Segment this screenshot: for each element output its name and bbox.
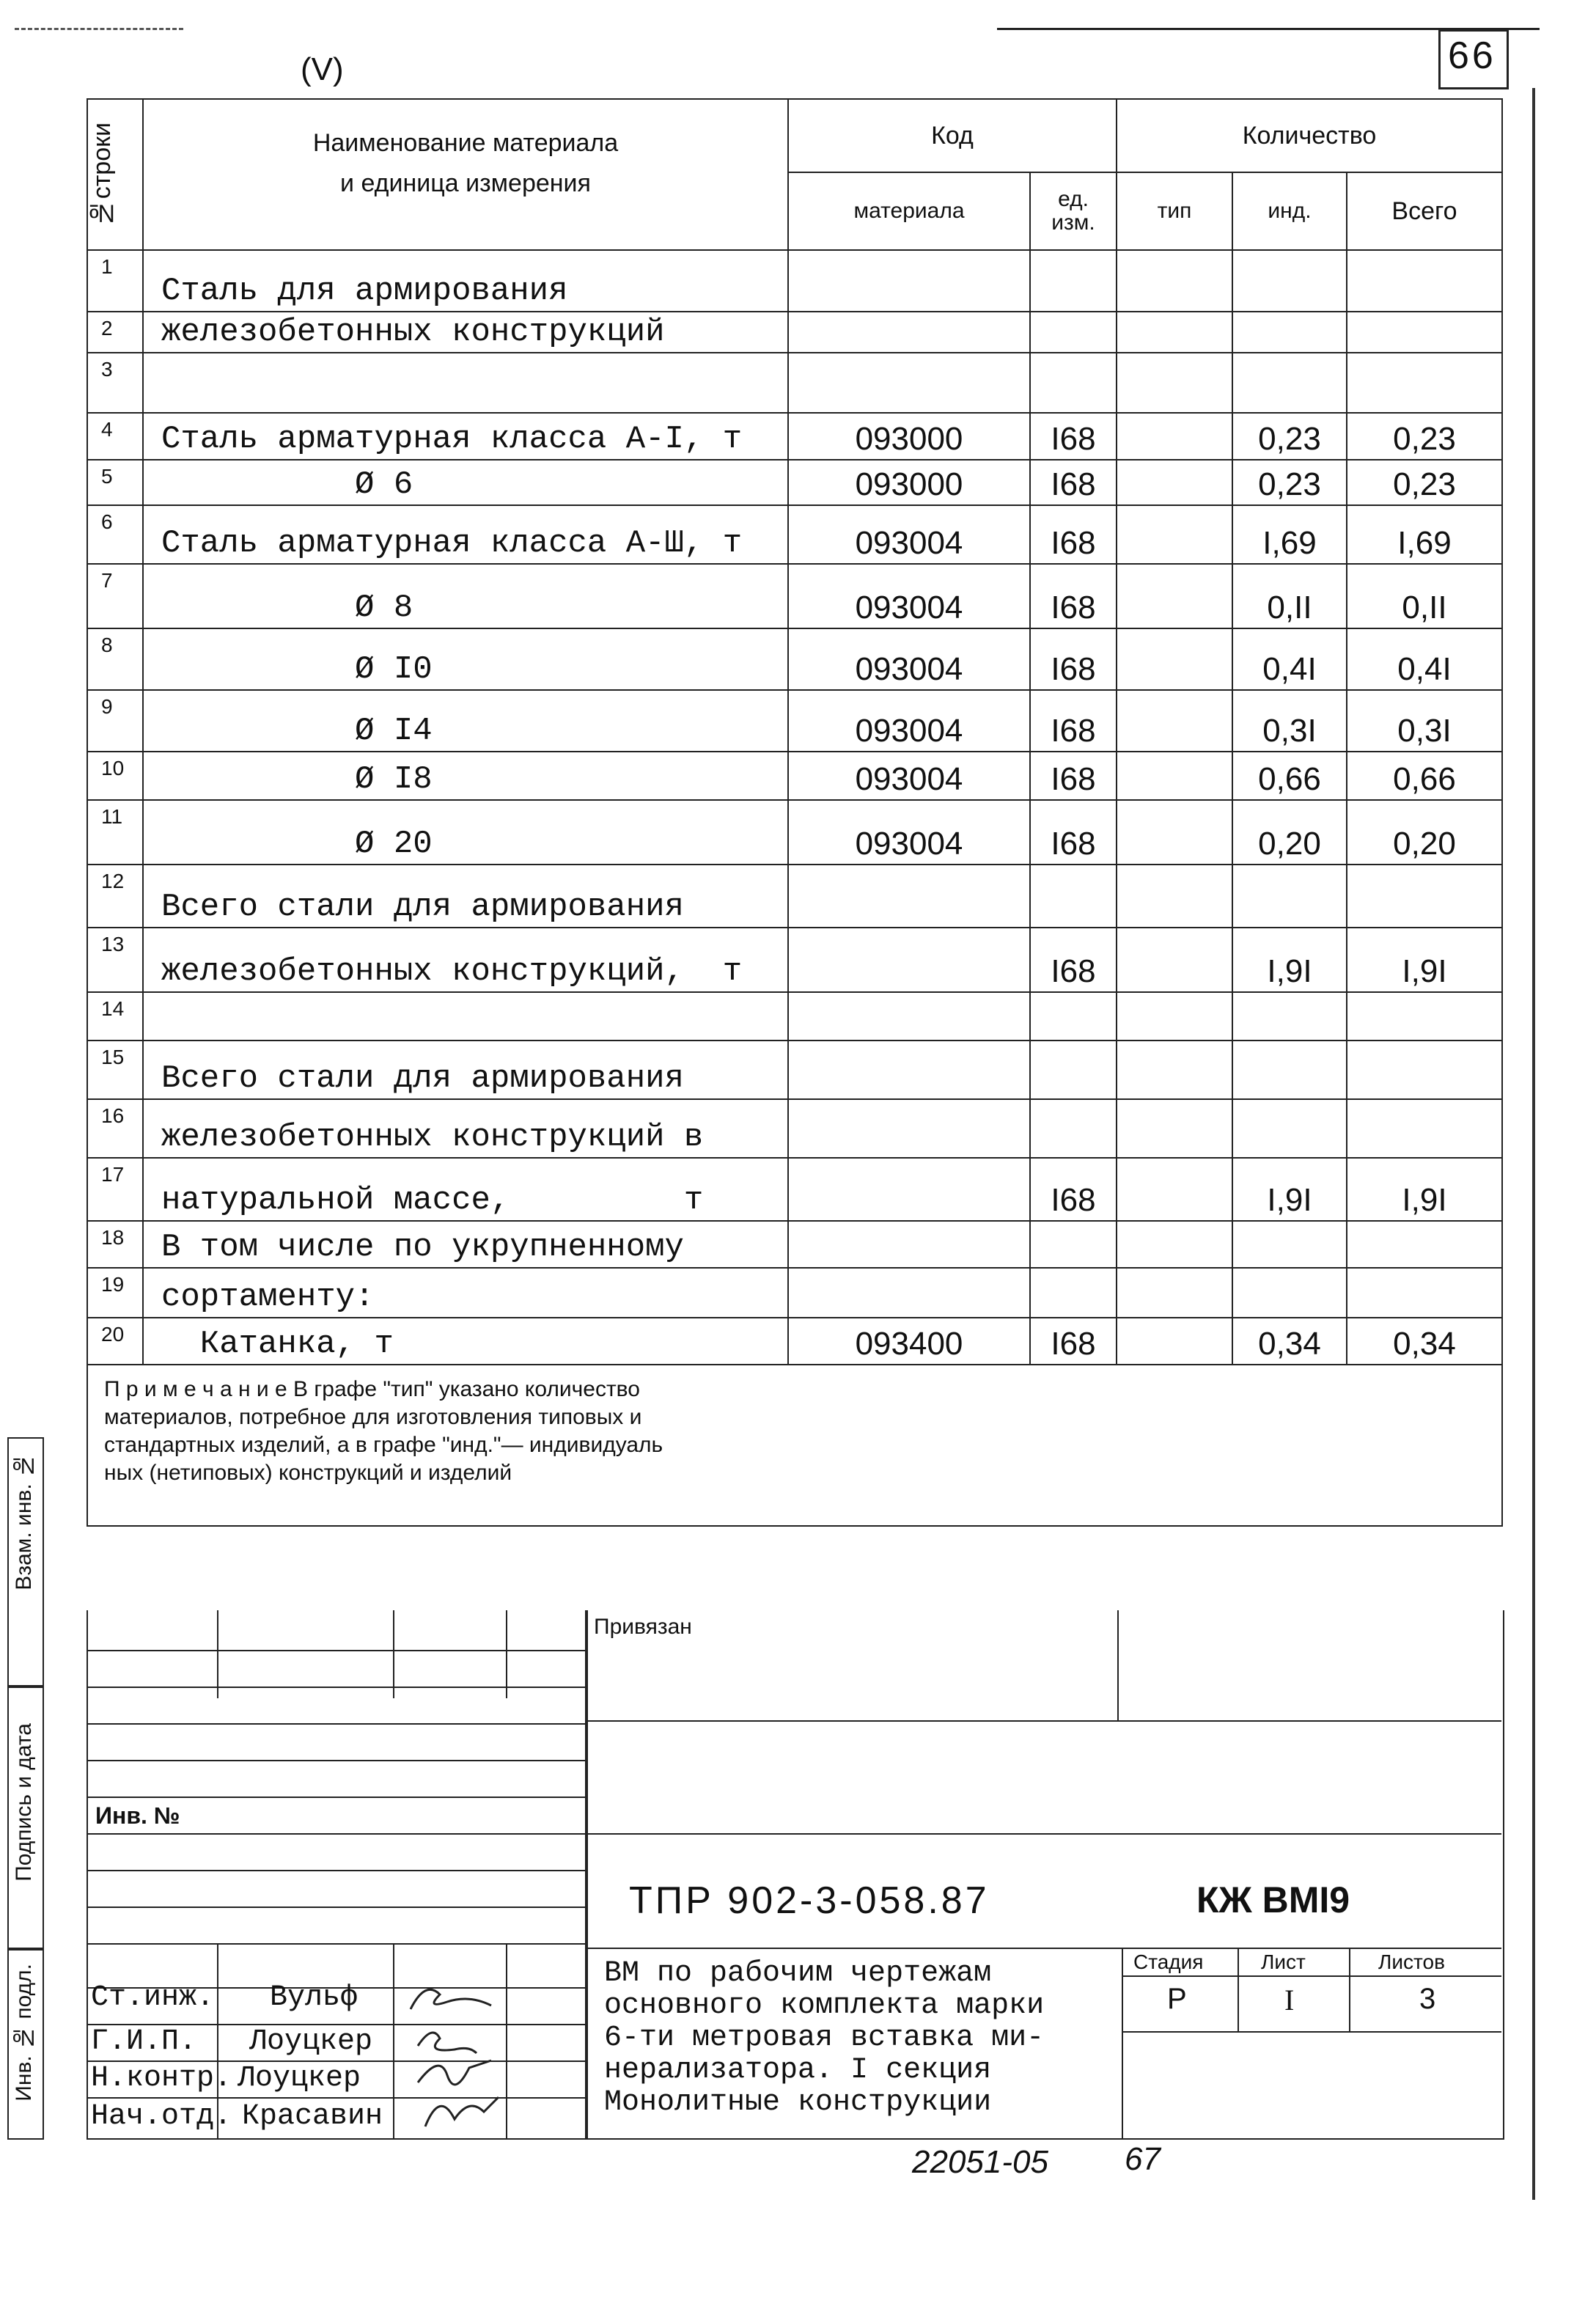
header-code: Код <box>788 99 1117 172</box>
row-unit: I68 <box>1030 505 1117 564</box>
stamp-vline <box>393 1943 394 2138</box>
row-number: 9 <box>87 690 143 752</box>
staff-name-1: Вульф <box>270 1981 358 2014</box>
row-unit <box>1030 1041 1117 1099</box>
table-body <box>87 250 1502 1365</box>
stamp-line <box>87 1907 585 1908</box>
doc-code: ТПР 902-3-058.87 <box>629 1879 990 1922</box>
row-name: Ø I0 <box>143 628 788 690</box>
header-qty: Количество <box>1117 99 1502 172</box>
footer-code: 22051-05 <box>912 2144 1048 2180</box>
header-row-no: №строки <box>88 122 116 227</box>
table-row <box>87 1158 1502 1221</box>
right-frame-line <box>1532 88 1535 2200</box>
table-row <box>87 628 1502 690</box>
row-ind: 0,23 <box>1232 460 1347 505</box>
row-number: 15 <box>87 1041 143 1099</box>
row-type <box>1117 250 1232 312</box>
row-unit <box>1030 353 1117 413</box>
row-name: В том числе по укрупненному <box>143 1221 788 1268</box>
row-name: железобетонных конструкций <box>143 312 788 353</box>
header-name-cell <box>143 99 788 250</box>
header-unit: ед. <box>1058 187 1089 211</box>
row-unit <box>1030 1268 1117 1318</box>
note-line-2: материалов, потребное для изготовления типовых и <box>104 1405 642 1429</box>
row-unit: I68 <box>1030 460 1117 505</box>
staff-role-1: Ст.инж. <box>91 1981 215 2014</box>
table-row <box>87 353 1502 413</box>
table-row <box>87 460 1502 505</box>
table-row <box>87 413 1502 460</box>
privyazan-label: Привязан <box>594 1615 692 1639</box>
row-unit <box>1030 312 1117 353</box>
row-unit: I68 <box>1030 800 1117 865</box>
header-name: Наименование материала <box>312 129 619 157</box>
sheets-label: Листов <box>1378 1950 1445 1973</box>
staff-name-4: Красавин <box>242 2100 383 2133</box>
row-ind <box>1232 1268 1347 1318</box>
row-ind <box>1232 865 1347 928</box>
row-total <box>1347 1268 1502 1318</box>
row-name: Ø I4 <box>143 690 788 752</box>
row-unit: I68 <box>1030 564 1117 628</box>
staff-role-4: Нач.отд. <box>91 2100 232 2133</box>
row-number: 3 <box>87 353 143 413</box>
row-unit: I68 <box>1030 1318 1117 1365</box>
row-type <box>1117 690 1232 752</box>
sheet-label: Лист <box>1261 1950 1306 1973</box>
corner-mark: (V) <box>301 51 344 87</box>
row-total: 0,66 <box>1347 752 1502 800</box>
row-code <box>788 1041 1030 1099</box>
row-code: 093004 <box>788 690 1030 752</box>
signature-4 <box>425 2097 499 2126</box>
row-type <box>1117 1099 1232 1158</box>
inv-no-label: Инв. № <box>95 1802 180 1829</box>
row-name: железобетонных конструкций, т <box>143 928 788 992</box>
row-ind <box>1232 1221 1347 1268</box>
row-code <box>788 1099 1030 1158</box>
row-ind <box>1232 250 1347 312</box>
sheet-number: 66 <box>1448 34 1496 77</box>
signature-3 <box>418 2060 491 2085</box>
stamp-line <box>87 1833 585 1835</box>
stamp-vline <box>217 1610 218 1698</box>
stamp-line <box>87 1723 585 1725</box>
row-ind: 0,3I <box>1232 690 1347 752</box>
table-row <box>87 1099 1502 1158</box>
row-name: Ø 20 <box>143 800 788 865</box>
row-ind: 0,II <box>1232 564 1347 628</box>
row-unit <box>1030 1099 1117 1158</box>
staff-name-2: Лоуцкер <box>249 2025 373 2058</box>
row-ind <box>1232 353 1347 413</box>
row-total <box>1347 992 1502 1041</box>
stamp-line <box>87 1797 585 1798</box>
table-row <box>87 690 1502 752</box>
table-row <box>87 800 1502 865</box>
table-row <box>87 1318 1502 1365</box>
row-unit: I68 <box>1030 690 1117 752</box>
side-label-inv-podl: Инв. № подл. <box>12 1964 36 2102</box>
side-label-vzam: Взам. инв. № <box>12 1453 36 1590</box>
row-unit <box>1030 865 1117 928</box>
stage-value: Р <box>1167 1983 1187 2015</box>
table-row <box>87 505 1502 564</box>
note-line-4: ных (нетиповых) конструкций и изделий <box>104 1461 512 1485</box>
top-dashed-line <box>15 28 183 32</box>
side-strip-inv-podl <box>7 1948 44 2140</box>
row-type <box>1117 460 1232 505</box>
row-unit <box>1030 1221 1117 1268</box>
row-name: железобетонных конструкций в <box>143 1099 788 1158</box>
row-code <box>788 1221 1030 1268</box>
row-type <box>1117 1158 1232 1221</box>
table-row <box>87 1041 1502 1099</box>
row-name: Всего стали для армирования <box>143 1041 788 1099</box>
row-number: 7 <box>87 564 143 628</box>
row-ind: 0,20 <box>1232 800 1347 865</box>
row-total: 0,II <box>1347 564 1502 628</box>
row-name <box>143 353 788 413</box>
stamp-vline <box>1238 1948 1239 2031</box>
stamp-line <box>87 1943 585 1945</box>
row-total: 0,4I <box>1347 628 1502 690</box>
header-row-no-cell <box>87 99 143 250</box>
row-code: 093004 <box>788 505 1030 564</box>
row-number: 8 <box>87 628 143 690</box>
row-name: Сталь для армирования <box>143 250 788 312</box>
row-total: I,69 <box>1347 505 1502 564</box>
row-type <box>1117 1268 1232 1318</box>
row-type <box>1117 1041 1232 1099</box>
stamp-line <box>585 1720 1501 1722</box>
row-total: I,9I <box>1347 1158 1502 1221</box>
signature-1 <box>411 1989 491 2009</box>
table-row <box>87 928 1502 992</box>
row-code: 093400 <box>788 1318 1030 1365</box>
row-name: Ø I8 <box>143 752 788 800</box>
note-line-3: стандартных изделий, а в графе "инд."— индивидуаль <box>104 1433 663 1457</box>
row-ind <box>1232 1041 1347 1099</box>
staff-name-3: Лоуцкер <box>238 2062 361 2095</box>
row-number: 20 <box>87 1318 143 1365</box>
staff-role-2: Г.И.П. <box>91 2025 197 2058</box>
row-total: 0,23 <box>1347 460 1502 505</box>
row-name: Ø 8 <box>143 564 788 628</box>
row-code <box>788 1158 1030 1221</box>
header-ind: инд. <box>1232 172 1347 250</box>
side-label-podpis: Подпись и дата <box>12 1723 36 1882</box>
row-unit <box>1030 250 1117 312</box>
header-name-2: и единица измерения <box>340 169 591 197</box>
header-unit-2: изм. <box>1051 210 1095 235</box>
row-number: 10 <box>87 752 143 800</box>
row-name: Сталь арматурная класса А-Ш, т <box>143 505 788 564</box>
row-type <box>1117 1318 1232 1365</box>
doc-mark: КЖ ВМI9 <box>1196 1879 1350 1920</box>
stamp-line <box>87 1760 585 1761</box>
table-row <box>87 865 1502 928</box>
row-name: Катанка, т <box>143 1318 788 1365</box>
note-cell <box>87 1365 1502 1526</box>
header-type: тип <box>1117 172 1232 250</box>
row-code: 093004 <box>788 752 1030 800</box>
row-unit <box>1030 992 1117 1041</box>
row-code: 093000 <box>788 413 1030 460</box>
row-unit: I68 <box>1030 628 1117 690</box>
row-total: 0,23 <box>1347 413 1502 460</box>
stamp-vline <box>393 1610 394 1698</box>
row-code: 093000 <box>788 460 1030 505</box>
table-row <box>87 564 1502 628</box>
row-name: Ø 6 <box>143 460 788 505</box>
footer-page: 67 <box>1125 2141 1161 2177</box>
row-number: 4 <box>87 413 143 460</box>
row-type <box>1117 505 1232 564</box>
row-total <box>1347 250 1502 312</box>
row-total: I,9I <box>1347 928 1502 992</box>
doc-title-4: нерализатора. I секция <box>604 2054 992 2087</box>
stamp-line <box>1122 2031 1501 2033</box>
row-ind: I,69 <box>1232 505 1347 564</box>
row-total <box>1347 353 1502 413</box>
row-code <box>788 353 1030 413</box>
doc-title <box>604 1958 1044 2119</box>
row-ind: 0,34 <box>1232 1318 1347 1365</box>
row-number: 5 <box>87 460 143 505</box>
row-number: 14 <box>87 992 143 1041</box>
row-ind <box>1232 992 1347 1041</box>
row-type <box>1117 800 1232 865</box>
row-total <box>1347 1221 1502 1268</box>
row-type <box>1117 628 1232 690</box>
row-code <box>788 312 1030 353</box>
table-row <box>87 312 1502 353</box>
row-ind: 0,4I <box>1232 628 1347 690</box>
note-line-1: П р и м е ч а н и е В графе "тип" указано количество <box>104 1377 640 1401</box>
sheet-value: I <box>1284 1983 1295 2016</box>
row-number: 1 <box>87 250 143 312</box>
stamp-line <box>1122 1975 1501 1977</box>
row-number: 6 <box>87 505 143 564</box>
side-strip-vzam <box>7 1437 44 1688</box>
spec-table <box>87 98 1503 1527</box>
stage-label: Стадия <box>1133 1950 1204 1973</box>
row-number: 19 <box>87 1268 143 1318</box>
row-code <box>788 928 1030 992</box>
table-row <box>87 1268 1502 1318</box>
signature-2 <box>418 2033 477 2053</box>
stamp-line <box>585 1833 1501 1835</box>
signatures <box>396 1972 586 2141</box>
row-name <box>143 992 788 1041</box>
row-code: 093004 <box>788 564 1030 628</box>
row-name: натуральной массе, т <box>143 1158 788 1221</box>
row-name: Всего стали для армирования <box>143 865 788 928</box>
row-code: 093004 <box>788 628 1030 690</box>
row-ind: I,9I <box>1232 928 1347 992</box>
table-row <box>87 250 1502 312</box>
row-type <box>1117 992 1232 1041</box>
row-type <box>1117 928 1232 992</box>
row-unit: I68 <box>1030 1158 1117 1221</box>
row-ind: 0,23 <box>1232 413 1347 460</box>
row-name: сортаменту: <box>143 1268 788 1318</box>
row-total: 0,20 <box>1347 800 1502 865</box>
row-number: 17 <box>87 1158 143 1221</box>
row-unit: I68 <box>1030 752 1117 800</box>
row-type <box>1117 564 1232 628</box>
row-total <box>1347 312 1502 353</box>
stamp-line <box>87 1687 585 1688</box>
table-row <box>87 992 1502 1041</box>
row-number: 11 <box>87 800 143 865</box>
table-row <box>87 1221 1502 1268</box>
sheets-value: 3 <box>1419 1983 1436 2015</box>
stamp-vline <box>1117 1610 1119 1720</box>
row-total <box>1347 865 1502 928</box>
row-code <box>788 992 1030 1041</box>
doc-title-1: ВМ по рабочим чертежам <box>604 1957 992 1990</box>
row-ind: I,9I <box>1232 1158 1347 1221</box>
stamp-line <box>87 1870 585 1871</box>
stamp-vline <box>1349 1948 1350 2031</box>
row-ind: 0,66 <box>1232 752 1347 800</box>
row-total: 0,34 <box>1347 1318 1502 1365</box>
doc-title-3: 6-ти метровая вставка ми- <box>604 2022 1045 2055</box>
row-number: 13 <box>87 928 143 992</box>
header-unit-cell <box>1030 172 1117 250</box>
row-number: 2 <box>87 312 143 353</box>
row-name: Сталь арматурная класса A-I, т <box>143 413 788 460</box>
row-ind <box>1232 312 1347 353</box>
doc-title-2: основного комплекта марки <box>604 1989 1045 2022</box>
row-type <box>1117 353 1232 413</box>
row-code <box>788 250 1030 312</box>
row-number: 18 <box>87 1221 143 1268</box>
row-type <box>1117 1221 1232 1268</box>
header-total: Всего <box>1347 172 1502 250</box>
stamp-line <box>585 1948 1501 1949</box>
side-strip-podpis <box>7 1685 44 1950</box>
row-code <box>788 1268 1030 1318</box>
row-code <box>788 865 1030 928</box>
row-total: 0,3I <box>1347 690 1502 752</box>
staff-role-3: Н.контр. <box>91 2062 232 2095</box>
row-unit: I68 <box>1030 928 1117 992</box>
row-type <box>1117 865 1232 928</box>
doc-title-5: Монолитные конструкции <box>604 2086 992 2119</box>
row-unit: I68 <box>1030 413 1117 460</box>
row-ind <box>1232 1099 1347 1158</box>
row-total <box>1347 1041 1502 1099</box>
stamp-vline <box>506 1610 507 1698</box>
row-code: 093004 <box>788 800 1030 865</box>
header-material: материала <box>788 172 1030 250</box>
row-type <box>1117 312 1232 353</box>
row-type <box>1117 413 1232 460</box>
row-type <box>1117 752 1232 800</box>
table-row <box>87 752 1502 800</box>
row-total <box>1347 1099 1502 1158</box>
row-number: 12 <box>87 865 143 928</box>
row-number: 16 <box>87 1099 143 1158</box>
stamp-line <box>87 1650 585 1651</box>
